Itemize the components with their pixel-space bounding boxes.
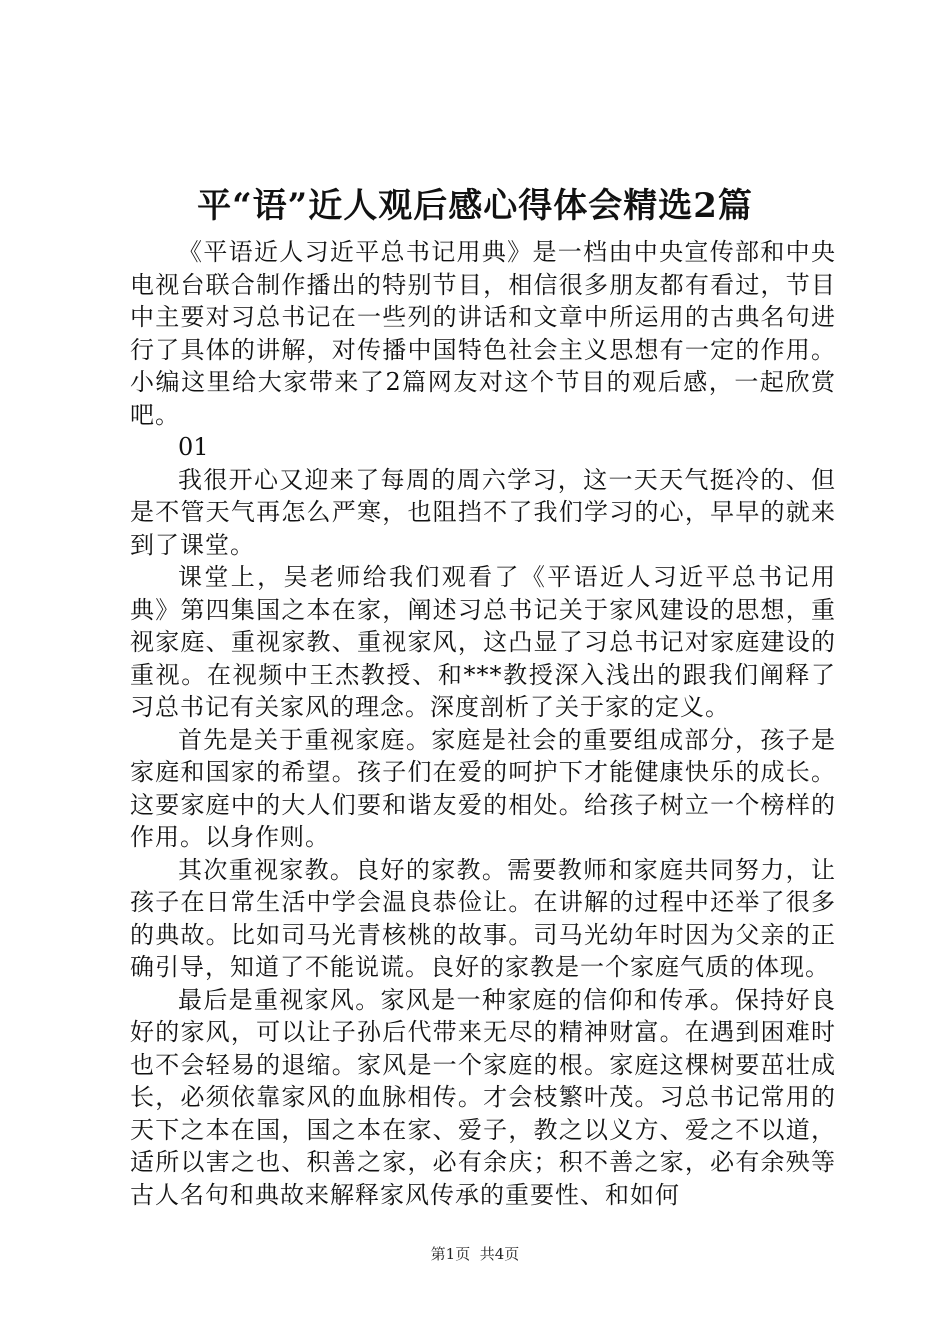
footer-spacer [470,1245,480,1263]
document-title: 平“语”近人观后感心得体会精选2篇 [197,186,753,226]
intro-paragraph: 《平语近人习近平总书记用典》是一档由中央宣传部和中央电视台联合制作播出的特别节目，相信很多朋友都有看过，节目中主要对习总书记在一些列的讲话和文章中所运用的古典名句进行了具体的讲解，对传播中国特色社会主义思想有一定的作用。小编这里给大家带来了2篇网友对这个节目的观后感，一起欣赏吧。 [130,238,836,429]
body-paragraph: 其次重视家教。良好的家教。需要教师和家庭共同努力，让孩子在日常生活中学会温良恭俭让。在讲解的过程中还举了很多的典故。比如司马光青核桃的故事。司马光幼年时因为父亲的正确引导，知道了不能说谎。良好的家教是一个家庭气质的体现。 [130,855,836,981]
page-total: 共4页 [479,1245,520,1263]
body-paragraph: 首先是关于重视家庭。家庭是社会的重要组成部分，孩子是家庭和国家的希望。孩子们在爱的呵护下才能健康快乐的成长。这要家庭中的大人们要和谐友爱的相处。给孩子树立一个榜样的作用。以身作则。 [130,725,836,851]
page-footer [0,1244,950,1264]
body-paragraph: 最后是重视家风。家风是一种家庭的信仰和传承。保持好良好的家风，可以让子孙后代带来无尽的精神财富。在遇到困难时也不会轻易的退缩。家风是一个家庭的根。家庭这棵树要茁壮成长，必须依靠家风的血脉相传。才会枝繁叶茂。习总书记常用的天下之本在国，国之本在家、爱子，教之以义方、爱之不以道，适所以害之也、积善之家，必有余庆；积不善之家，必有余殃等古人名句和典故来解释家风传承的重要性、和如何 [130,985,836,1209]
section-number: 01 [178,433,209,461]
document-body [130,236,836,1211]
body-paragraph: 我很开心又迎来了每周的周六学习，这一天天气挺冷的、但是不管天气再怎么严寒，也阻挡不了我们学习的心，早早的就来到了课堂。 [130,465,836,559]
body-paragraph: 课堂上，吴老师给我们观看了《平语近人习近平总书记用典》第四集国之本在家，阐述习总书记关于家风建设的思想，重视家庭、重视家教、重视家风，这凸显了习总书记对家庭建设的重视。在视频中王杰教授、和***教授深入浅出的跟我们阐释了习总书记有关家风的理念。深度剖析了关于家的定义。 [130,563,836,721]
page-number: 第1页 [430,1245,471,1263]
